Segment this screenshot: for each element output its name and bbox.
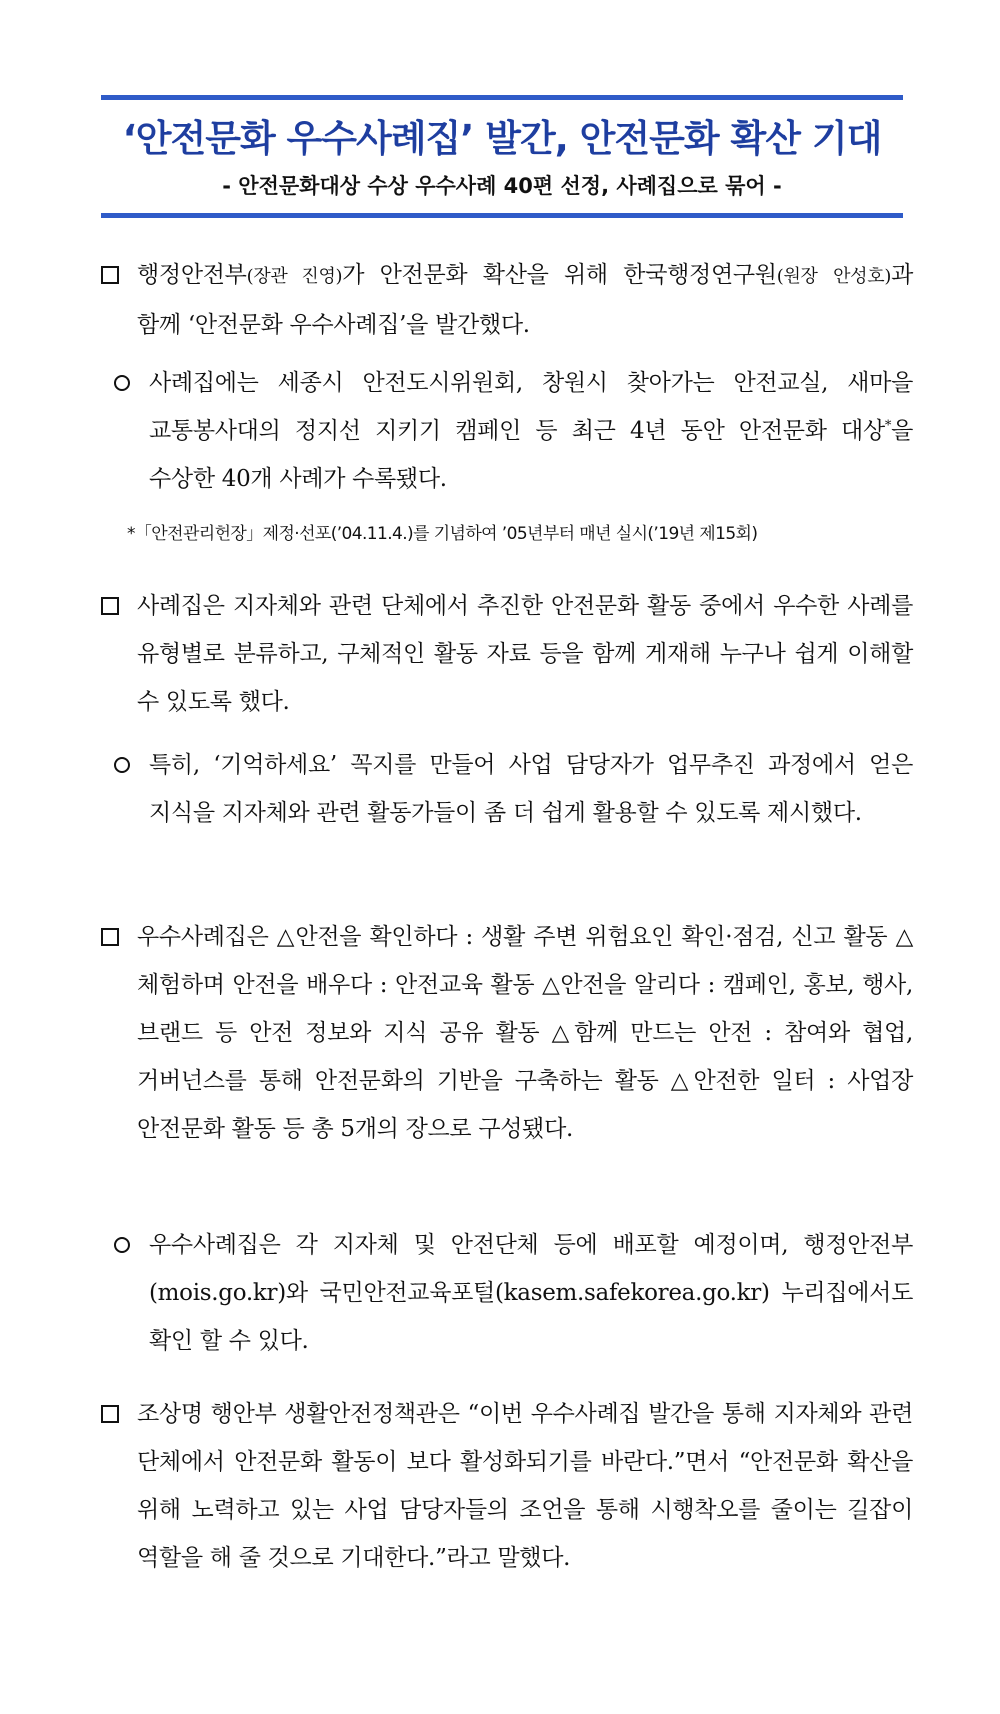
paragraph-1-paren-a: (장관 진영) bbox=[246, 266, 343, 287]
square-bullet-icon bbox=[101, 597, 119, 615]
footnote-mark: * bbox=[884, 418, 892, 434]
page-title: ‘안전문화 우수사례집’ 발간, 안전문화 확산 기대 bbox=[122, 117, 882, 160]
paragraph-2: 사례집은 지자체와 관련 단체에서 추진한 안전문화 활동 중에서 우수한 사례를 유형별로 분류하고, 구체적인 활동 자료 등을 함께 게재해 누구나 쉽게 이해할 수 있도록 했다. bbox=[137, 593, 913, 715]
page-subtitle: - 안전문화대상 수상 우수사례 40편 선정, 사례집으로 묶어 - bbox=[222, 174, 782, 198]
paragraph-1-text-c: 과 함께 ‘안전문화 우수사례집’을 발간했다. bbox=[137, 262, 914, 338]
circle-bullet-icon bbox=[114, 757, 130, 773]
paragraph-1-text-b: 가 안전문화 확산을 위해 한국행정연구원 bbox=[342, 262, 777, 288]
square-bullet-icon bbox=[101, 266, 119, 284]
paragraph-2-sub: 특히, ‘기억하세요’ 꼭지를 만들어 사업 담당자가 업무추진 과정에서 얻은 지식을 지자체와 관련 활동가들이 좀 더 쉽게 활용할 수 있도록 제시했다. bbox=[149, 752, 913, 826]
circle-bullet-icon bbox=[114, 1237, 130, 1253]
paragraph-1-sub-text-b: 을 수상한 40개 사례가 수록됐다. bbox=[149, 418, 913, 492]
paragraph-4: 조상명 행안부 생활안전정책관은 “이번 우수사례집 발간을 통해 지자체와 관련 단체에서 안전문화 활동이 보다 활성화되기를 바란다.”면서 “안전문화 확산을 위해 노력하고 있는 사업 담당자들의 조언을 통해 시행착오를 줄이는 길잡이 역할을 해 줄 것으로 기대한다.”라고 말했다. bbox=[137, 1401, 913, 1571]
circle-bullet-icon bbox=[114, 375, 130, 391]
paragraph-1-sub-text-a: 사례집에는 세종시 안전도시위원회, 창원시 찾아가는 안전교실, 새마을 교통봉사대의 정지선 지키기 캠페인 등 최근 4년 동안 안전문화 대상 bbox=[149, 370, 913, 444]
square-bullet-icon bbox=[101, 1405, 119, 1423]
header-top-rule bbox=[101, 95, 903, 100]
header-bottom-rule bbox=[101, 213, 903, 218]
paragraph-1 bbox=[137, 251, 913, 349]
paragraph-1-sub bbox=[149, 359, 913, 503]
paragraph-1-paren-b1: (원장 bbox=[776, 266, 818, 287]
paragraph-3-sub: 우수사례집은 각 지자체 및 안전단체 등에 배포할 예정이며, 행정안전부(mois.go.kr)와 국민안전교육포털(kasem.safekorea.go.kr) 누리집에서도 확인 할 수 있다. bbox=[149, 1232, 913, 1354]
paragraph-1-text-a: 행정안전부 bbox=[137, 262, 247, 288]
paragraph-1-paren-b2: 안성호) bbox=[833, 266, 892, 287]
square-bullet-icon bbox=[101, 928, 119, 946]
paragraph-3: 우수사례집은 △안전을 확인하다 : 생활 주변 위험요인 확인·점검, 신고 활동 △체험하며 안전을 배우다 : 안전교육 활동 △안전을 알리다 : 캠페인, 홍보, 행사, 브랜드 등 안전 정보와 지식 공유 활동 △함께 만드는 안전 : 참여와 협업, 거버넌스를 통해 안전문화의 기반을 구축하는 활동 △안전한 일터 : 사업장 안전문화 활동 등 총 5개의 장으로 구성됐다. bbox=[137, 924, 913, 1142]
footnote: *「안전관리헌장」제정·선포(’04.11.4.)를 기념하여 ’05년부터 매년 실시(’19년 제15회) bbox=[127, 524, 758, 544]
